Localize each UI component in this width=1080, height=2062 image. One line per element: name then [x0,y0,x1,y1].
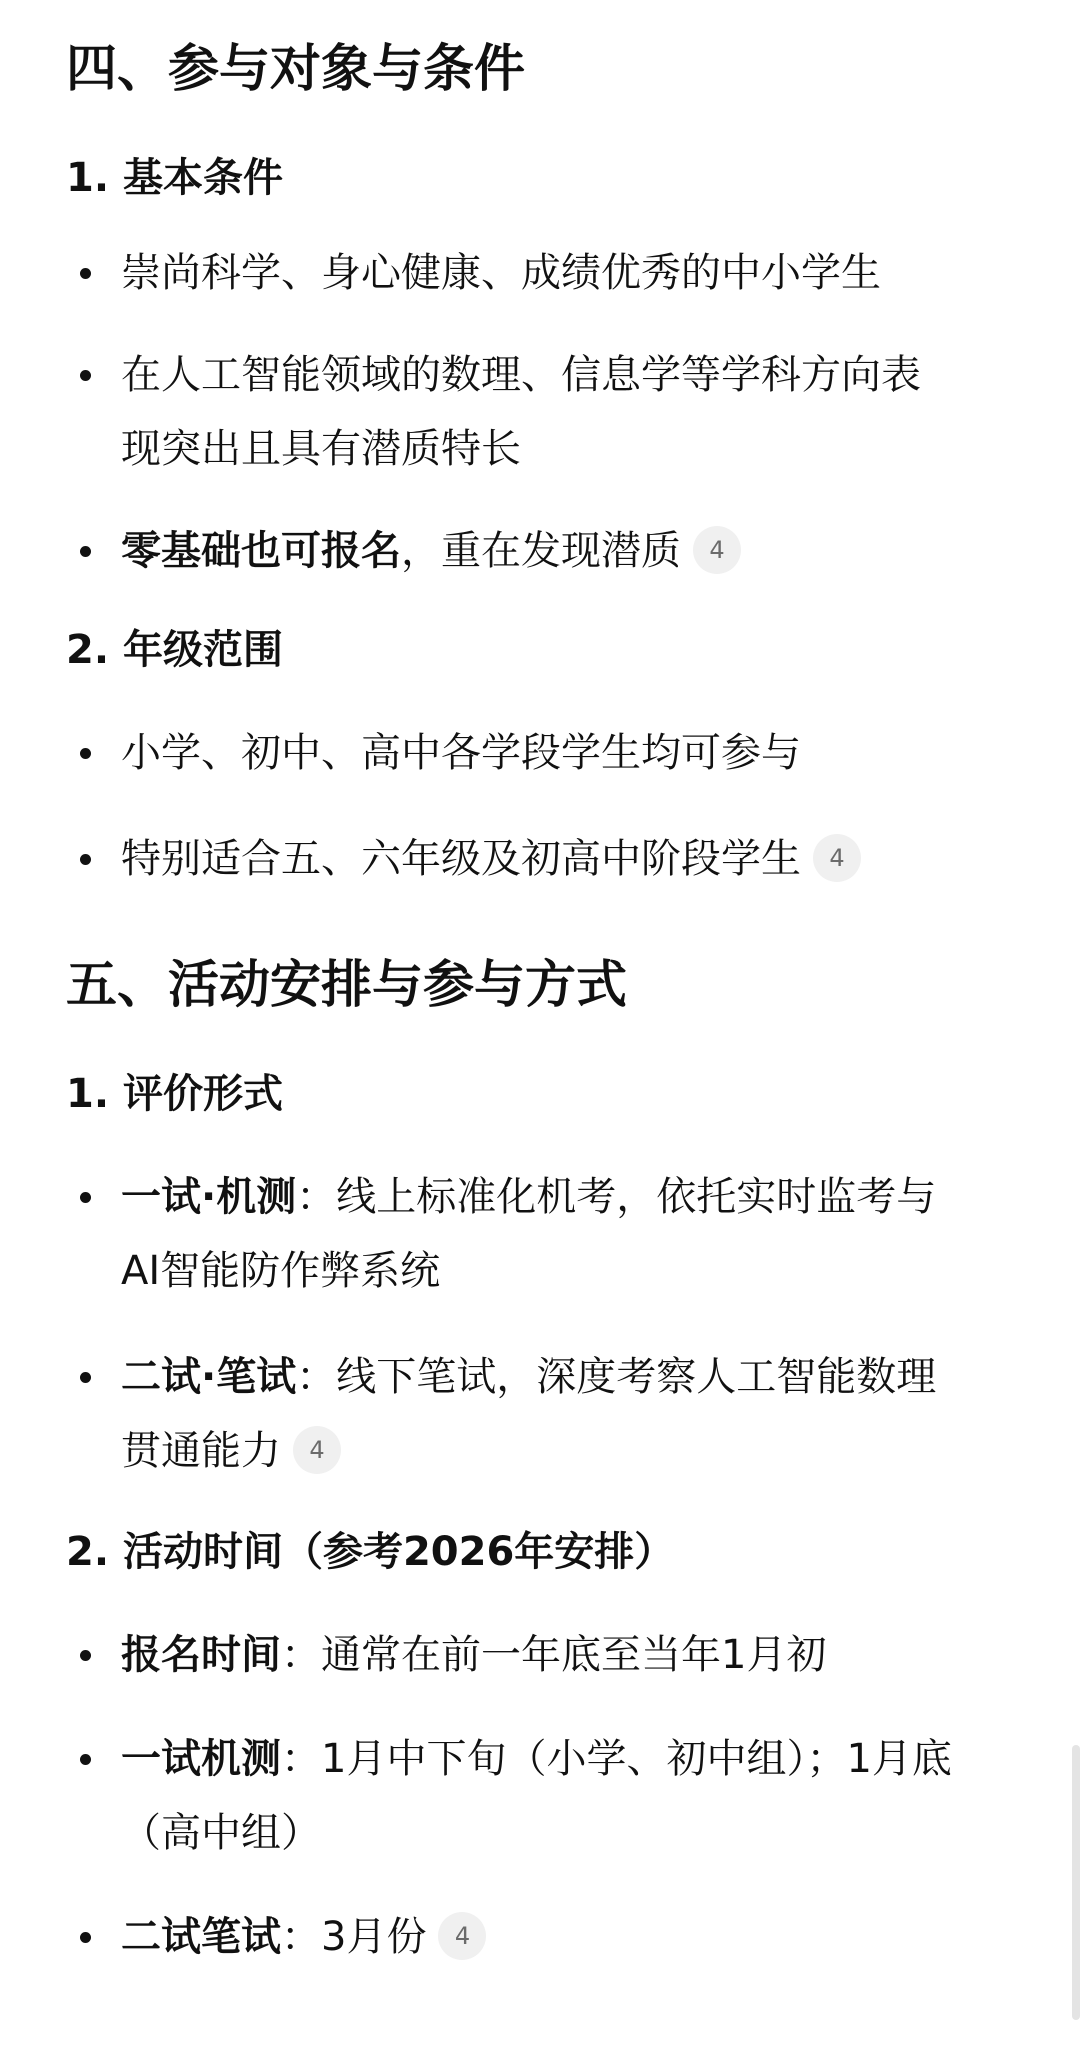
list-item [66,1618,1006,1692]
list-item [66,1722,1006,1870]
list-item-text: 崇尚科学、身心健康、成绩优秀的中小学生 [121,250,881,296]
bullet-icon [80,1192,91,1203]
citation-badge[interactable]: 4 [293,1426,341,1474]
list-item [66,716,1006,790]
list-item-text: ：1月中下旬（小学、初中组）；1月底 [281,1736,952,1782]
list-item-text-continued: 现突出且具有潜质特长 [121,426,521,472]
subheading-basic-conditions: 1. 基本条件 [66,155,283,201]
list-item [66,1340,1006,1488]
list-item-bold: 一试机测 [121,1736,281,1782]
bullet-icon [80,748,91,759]
list-grade-range [66,716,1006,896]
list-item [66,1900,1006,1974]
article-content [66,30,1006,1974]
bullet-icon [80,1650,91,1661]
list-item-text-continued: （高中组） [121,1810,321,1856]
list-item [66,338,1006,486]
subheading-activity-time: 2. 活动时间（参考2026年安排） [66,1529,675,1575]
list-item [66,1160,1006,1308]
list-item [66,236,1006,310]
list-item-text: ：通常在前一年底至当年1月初 [281,1632,827,1678]
list-item-bold: 二试笔试 [121,1914,281,1960]
citation-badge[interactable]: 4 [693,526,741,574]
subheading-grade-range: 2. 年级范围 [66,627,283,673]
bullet-icon [80,370,91,381]
bullet-icon [80,1932,91,1943]
section-heading-5: 五、活动安排与参与方式 [66,956,628,1015]
citation-badge[interactable]: 4 [438,1912,486,1960]
list-basic-conditions [66,236,1006,588]
section-heading-4: 四、参与对象与条件 [66,40,526,99]
scrollbar[interactable] [1072,1745,1080,2020]
list-item-text: ：线下笔试，深度考察人工智能数理 [296,1354,937,1400]
citation-badge[interactable]: 4 [813,834,861,882]
list-activity-time [66,1618,1006,1974]
list-item-text: ，重在发现潜质 [401,528,681,574]
bullet-icon [80,1754,91,1765]
bullet-icon [80,854,91,865]
list-item-text: 在人工智能领域的数理、信息学等学科方向表 [121,352,921,398]
bullet-icon [80,546,91,557]
list-item-text: 特别适合五、六年级及初高中阶段学生 [121,836,801,882]
list-item-text-continued: 贯通能力 [121,1428,281,1474]
subheading-evaluation-form: 1. 评价形式 [66,1071,283,1117]
list-item-text: ：3月份 [281,1914,427,1960]
list-item [66,514,1006,588]
bullet-icon [80,268,91,279]
list-item-text: ：线上标准化机考，依托实时监考与 [296,1174,937,1220]
bullet-icon [80,1372,91,1383]
list-item-bold: 二试·笔试 [121,1354,297,1400]
list-item-bold: 报名时间 [121,1632,281,1678]
list-item-text: 小学、初中、高中各学段学生均可参与 [121,730,801,776]
list-item-text-continued: AI智能防作弊系统 [121,1248,441,1294]
list-item-bold: 零基础也可报名 [121,528,401,574]
list-item [66,822,1006,896]
list-evaluation-form [66,1160,1006,1488]
list-item-bold: 一试·机测 [121,1174,297,1220]
